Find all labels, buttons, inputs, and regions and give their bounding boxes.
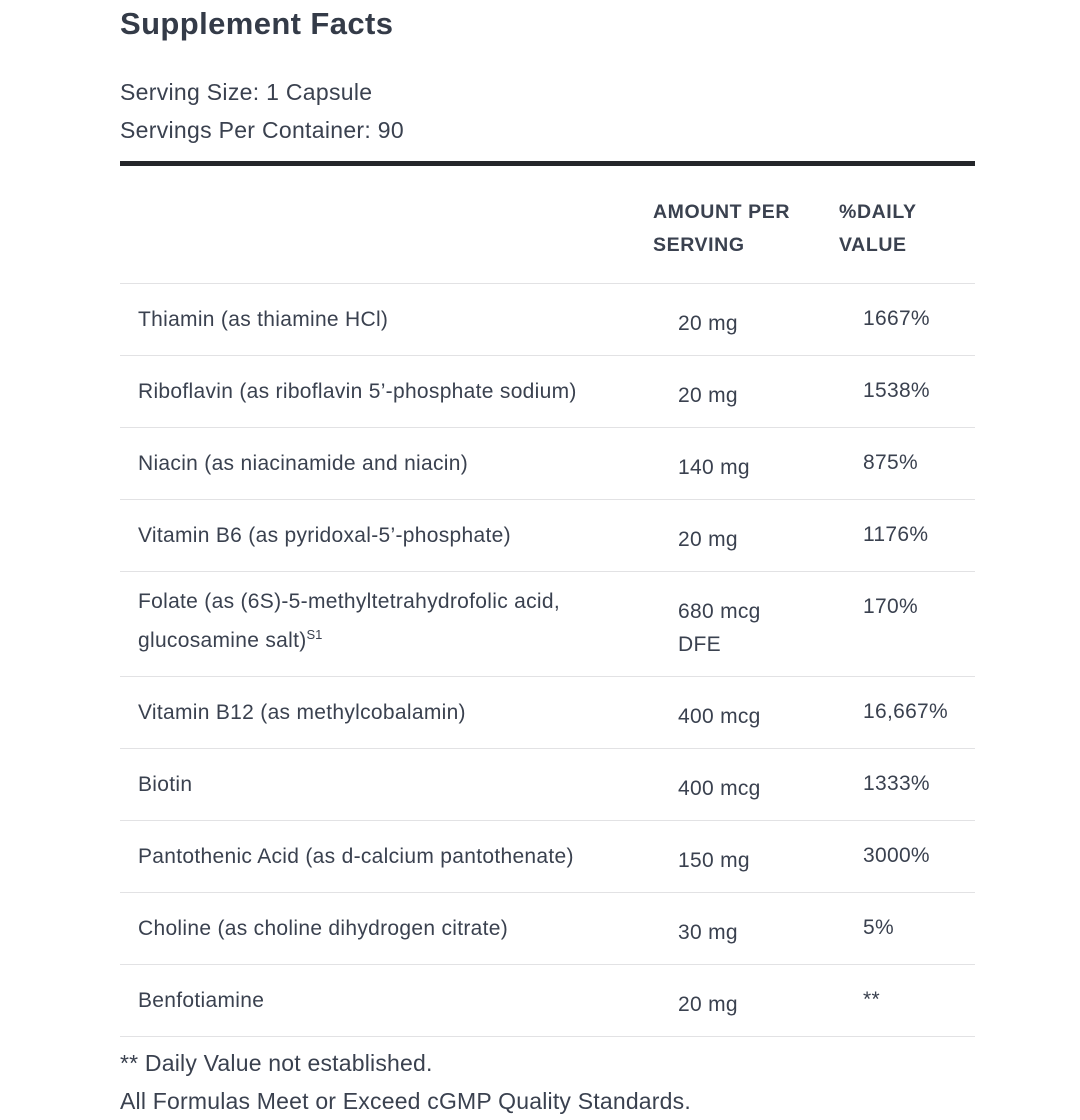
nutrient-name: Vitamin B12 (as methylcobalamin) [138,701,466,724]
table-row [120,892,975,964]
header-daily-value: %DAILY VALUE [839,201,917,256]
nutrient-amount: 400 mcg [678,777,761,800]
nutrient-amount: 150 mg [678,849,750,872]
page-title: Supplement Facts [120,6,394,41]
table-row [120,676,975,748]
header-nutrient-spacer [120,196,645,283]
serving-size: Serving Size: 1 Capsule [120,79,373,105]
nutrient-amount: 30 mg [678,921,738,944]
table-row [120,499,975,571]
table-row [120,427,975,499]
header-amount-per-serving: AMOUNT PER SERVING [653,201,791,256]
table-row [120,748,975,820]
nutrient-daily-value: 1333% [863,772,930,795]
nutrient-name: Folate (as (6S)-5-methyltetrahydrofolic acid, glucosamine salt)$^{S1}$ [138,590,560,652]
table-row [120,820,975,892]
nutrient-name: Choline (as choline dihydrogen citrate) [138,917,509,940]
servings-per-container: Servings Per Container: 90 [120,117,404,143]
nutrient-name: Pantothenic Acid (as d-calcium pantothenate) [138,845,574,868]
nutrient-daily-value: 1538% [863,379,930,402]
nutrient-amount: 680 mcg DFE [678,600,761,656]
nutrient-name: Benfotiamine [138,989,265,1012]
nutrient-daily-value: ** [863,988,880,1011]
table-row [120,571,975,676]
nutrient-daily-value: 5% [863,916,894,939]
nutrient-name: Riboflavin (as riboflavin 5’-phosphate sodium) [138,380,577,403]
nutrient-daily-value: 1176% [863,523,929,546]
table-header-row [120,166,975,283]
nutrient-amount: 20 mg [678,384,738,407]
supplement-facts-panel [120,0,975,1120]
table-row [120,283,975,355]
nutrient-daily-value: 170% [863,595,918,618]
nutrient-daily-value: 16,667% [863,700,949,723]
daily-value-footnote: ** Daily Value not established. [120,1050,433,1076]
nutrient-daily-value: 3000% [863,844,930,867]
supplement-facts-table [120,166,975,1037]
nutrient-daily-value: 875% [863,451,918,474]
nutrient-amount: 20 mg [678,528,738,551]
footnotes [120,1037,975,1120]
nutrient-name: Niacin (as niacinamide and niacin) [138,452,469,475]
nutrient-amount: 400 mcg [678,705,761,728]
serving-info [120,73,975,149]
nutrient-amount: 20 mg [678,312,738,335]
nutrient-name: Biotin [138,773,193,796]
table-row [120,964,975,1036]
nutrient-amount: 20 mg [678,993,738,1016]
nutrient-amount: 140 mg [678,456,750,479]
table-row [120,355,975,427]
nutrient-name: Thiamin (as thiamine HCl) [138,308,389,331]
nutrient-daily-value: 1667% [863,307,930,330]
quality-standards-footnote: All Formulas Meet or Exceed cGMP Quality Standards. [120,1088,691,1114]
nutrient-name: Vitamin B6 (as pyridoxal-5’-phosphate) [138,524,511,547]
